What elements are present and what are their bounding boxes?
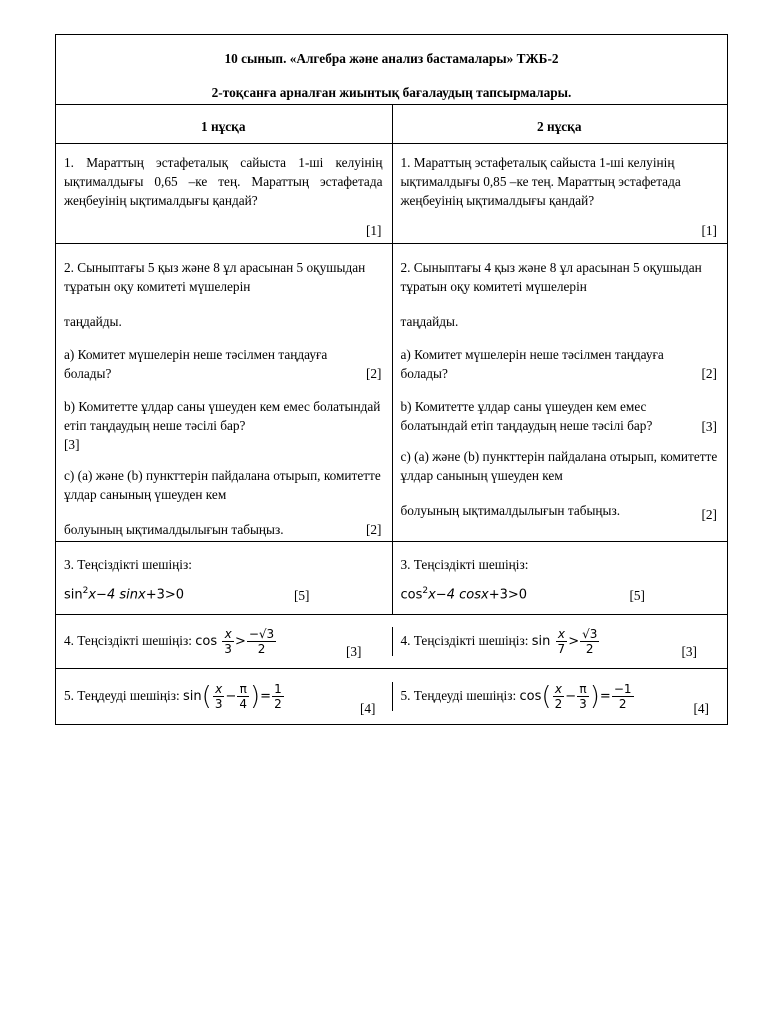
q5-v1-equation: sin( $\frac{x}{3}$ − $\frac{\pi}{4}$ )= $\frac{1}{2}$ — [183, 681, 282, 712]
variant-header-row — [56, 104, 727, 143]
q2-v1-part-a: а) Комитет мүшелерін неше тәсілмен таңдауға болады? — [64, 347, 328, 381]
q2-v2-part-c: c) (a) және (b) пункттерін пайдалана отырып, комитетте ұлдар санының үшеуден кем — [400, 449, 718, 483]
q2-variant-2 — [392, 244, 728, 541]
q4-v1-label: 4. Теңсіздікті шешіңіз: — [64, 633, 192, 648]
q2-v1-part-c-end: болуының ықтималдылығын табыңыз. — [64, 522, 284, 537]
q4-v2-inequality: sin $\frac{x}{7}$ > $\frac{√3}{2}$ — [531, 627, 598, 656]
q2-variant-1 — [56, 244, 392, 541]
variant-2-heading: 2 нұсқа — [392, 105, 728, 143]
q3-v2-inequality: $\cos^2x-4$ cosx+3>0 — [400, 586, 528, 603]
q2-v1-intro: 2. Сыныптағы 5 қыз және 8 ұл арасынан 5 оқушыдан тұратын оқу комитеті мүшелерін — [64, 260, 366, 294]
q5-v2-equation: cos( $\frac{x}{2}$ − $\frac{\pi}{3}$ )= $\frac{-1}{2}$ — [519, 681, 632, 712]
q1-v2-mark: [1] — [701, 223, 717, 238]
question-2-row — [56, 243, 727, 541]
q1-v2-text: 1. Мараттың эстафеталық сайыста 1-ші келуінің ықтималдығы 0,85 –ке тең. Мараттың эстафетада жеңбеуінің ықтималдығы қандай? — [400, 155, 681, 208]
q2-v1-b-mark: [3] — [64, 437, 80, 452]
q4-v2-mark: [3] — [681, 644, 697, 659]
q5-variant-1 — [56, 681, 392, 716]
q2-v1-intro-end: таңдайды. — [64, 314, 122, 329]
q1-v1-text: 1. Мараттың эстафеталық сайыста 1-ші келуінің ықтималдығы 0,65 –ке тең. Мараттың эстафетада жеңбеуінің ықтималдығы қандай? — [64, 155, 383, 208]
q3-v1-mark: [5] — [293, 588, 310, 603]
q2-v1-part-b: b) Комитетте ұлдар саны үшеуден кем емес болатындай етіп таңдаудың неше тәсілі бар? — [64, 399, 381, 433]
q4-v1-inequality: cos $\frac{x}{3}$ > $\frac{-√3}{2}$ — [195, 627, 275, 656]
q5-v2-label: 5. Теңдеуді шешіңіз: — [400, 688, 517, 703]
q2-v2-b-mark: [3] — [701, 419, 717, 434]
q3-v2-mark: [5] — [629, 588, 645, 603]
document-subtitle: 2-тоқсанға арналған жиынтық бағалаудың тапсырмалары. — [211, 85, 572, 100]
q2-v2-intro: 2. Сыныптағы 4 қыз және 8 ұл арасынан 5 оқушыдан тұратын оқу комитеті мүшелерін — [400, 260, 702, 294]
question-4-row — [56, 614, 727, 668]
header-row — [56, 35, 727, 104]
q2-v2-part-a: а) Комитет мүшелерін неше тәсілмен таңдауға болады? — [400, 347, 664, 381]
question-5-row — [56, 668, 727, 724]
assessment-table — [55, 34, 728, 725]
q4-v2-label: 4. Теңсіздікті шешіңіз: — [400, 633, 529, 648]
q1-variant-1 — [56, 144, 392, 243]
q5-v1-label: 5. Теңдеуді шешіңіз: — [64, 688, 180, 703]
variant-1-heading: 1 нұсқа — [201, 119, 246, 134]
q2-v2-part-c-end: болуының ықтималдылығын табыңыз. — [400, 503, 621, 518]
question-1-row — [56, 143, 727, 243]
q2-v1-part-c: c) (a) және (b) пункттерін пайдалана отырып, комитетте ұлдар санының үшеуден кем — [64, 468, 381, 502]
q2-v2-c-mark: [2] — [701, 507, 717, 522]
q3-v1-inequality: $\sin^2x-4$ sinx+3>0 — [64, 586, 185, 603]
q3-variant-2 — [392, 542, 728, 614]
q4-v1-mark: [3] — [345, 644, 362, 659]
q1-v1-mark: [1] — [365, 223, 382, 238]
q2-v1-a-mark: [2] — [365, 366, 382, 381]
q1-variant-2 — [392, 144, 728, 243]
q3-variant-1 — [56, 542, 392, 614]
q3-v1-label: 3. Теңсіздікті шешіңіз: — [64, 557, 192, 572]
q2-v2-a-mark: [2] — [701, 366, 717, 381]
document-title: 10 сынып. «Алгебра және анализ бастамалары» ТЖБ-2 — [224, 51, 559, 66]
q2-v2-part-b: b) Комитетте ұлдар саны үшеуден кем емес болатындай етіп таңдаудың неше тәсілі бар? — [400, 399, 653, 433]
q4-variant-1 — [56, 627, 392, 659]
q2-v2-intro-end: таңдайды. — [400, 314, 459, 329]
q5-v2-mark: [4] — [693, 701, 709, 716]
q3-v2-label: 3. Теңсіздікті шешіңіз: — [400, 557, 529, 572]
question-3-row — [56, 541, 727, 614]
q4-variant-2 — [392, 627, 728, 659]
q5-v1-mark: [4] — [359, 701, 376, 716]
q5-variant-2 — [392, 681, 728, 716]
q2-v1-c-mark: [2] — [365, 522, 382, 537]
